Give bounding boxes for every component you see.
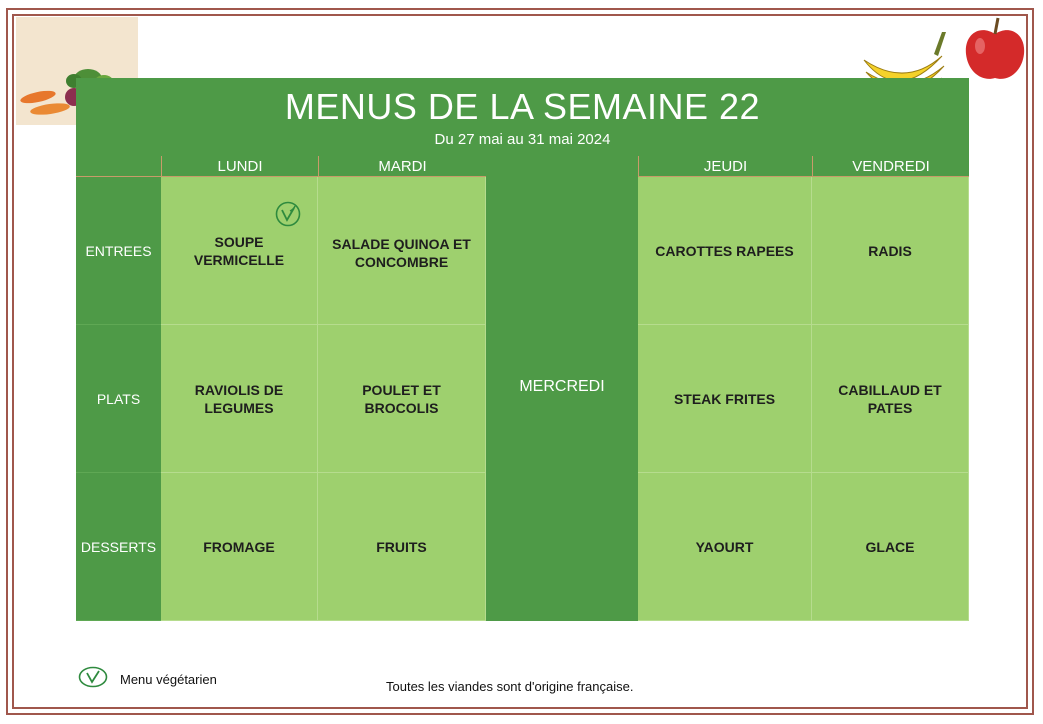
dish-vendredi-entree: RADIS xyxy=(812,177,969,325)
dish-vendredi-plat: CABILLAUD ET PATES xyxy=(812,325,969,473)
dish-jeudi-entree: CAROTTES RAPEES xyxy=(638,177,812,325)
day-header-lundi: LUNDI xyxy=(161,156,318,177)
dish-mardi-plat: POULET ET BROCOLIS xyxy=(318,325,486,473)
date-range: Du 27 mai au 31 mai 2024 xyxy=(434,131,611,148)
mercredi-column: MERCREDI xyxy=(486,156,638,621)
menu-header xyxy=(76,78,969,156)
dish-mardi-entree: SALADE QUINOA ET CONCOMBRE xyxy=(318,177,486,325)
dish-mardi-dessert: FRUITS xyxy=(318,473,486,621)
vegetarian-icon xyxy=(275,201,301,227)
dish-lundi-plat: RAVIOLIS DE LEGUMES xyxy=(161,325,318,473)
apple-illustration xyxy=(960,14,1030,84)
day-header-vendredi: VENDREDI xyxy=(812,156,969,177)
row-header-desserts: DESSERTS xyxy=(76,473,161,621)
dish-lundi-dessert: FROMAGE xyxy=(161,473,318,621)
dish-vendredi-dessert: GLACE xyxy=(812,473,969,621)
row-header-entrees: ENTREES xyxy=(76,177,161,325)
dish-jeudi-dessert: YAOURT xyxy=(638,473,812,621)
vegetarian-legend-label: Menu végétarien xyxy=(120,672,217,687)
dish-lundi-entree: SOUPE VERMICELLE xyxy=(161,177,318,325)
vegetarian-legend xyxy=(78,666,217,693)
vegetarian-legend-icon xyxy=(78,666,108,693)
menu-table xyxy=(76,156,969,621)
page-title: MENUS DE LA SEMAINE 22 xyxy=(284,86,761,127)
row-header-plats: PLATS xyxy=(76,325,161,473)
dish-jeudi-plat: STEAK FRITES xyxy=(638,325,812,473)
day-header-jeudi: JEUDI xyxy=(638,156,812,177)
table-corner xyxy=(76,156,161,177)
meat-origin-note: Toutes les viandes sont d'origine française. xyxy=(386,679,634,694)
day-header-mardi: MARDI xyxy=(318,156,486,177)
